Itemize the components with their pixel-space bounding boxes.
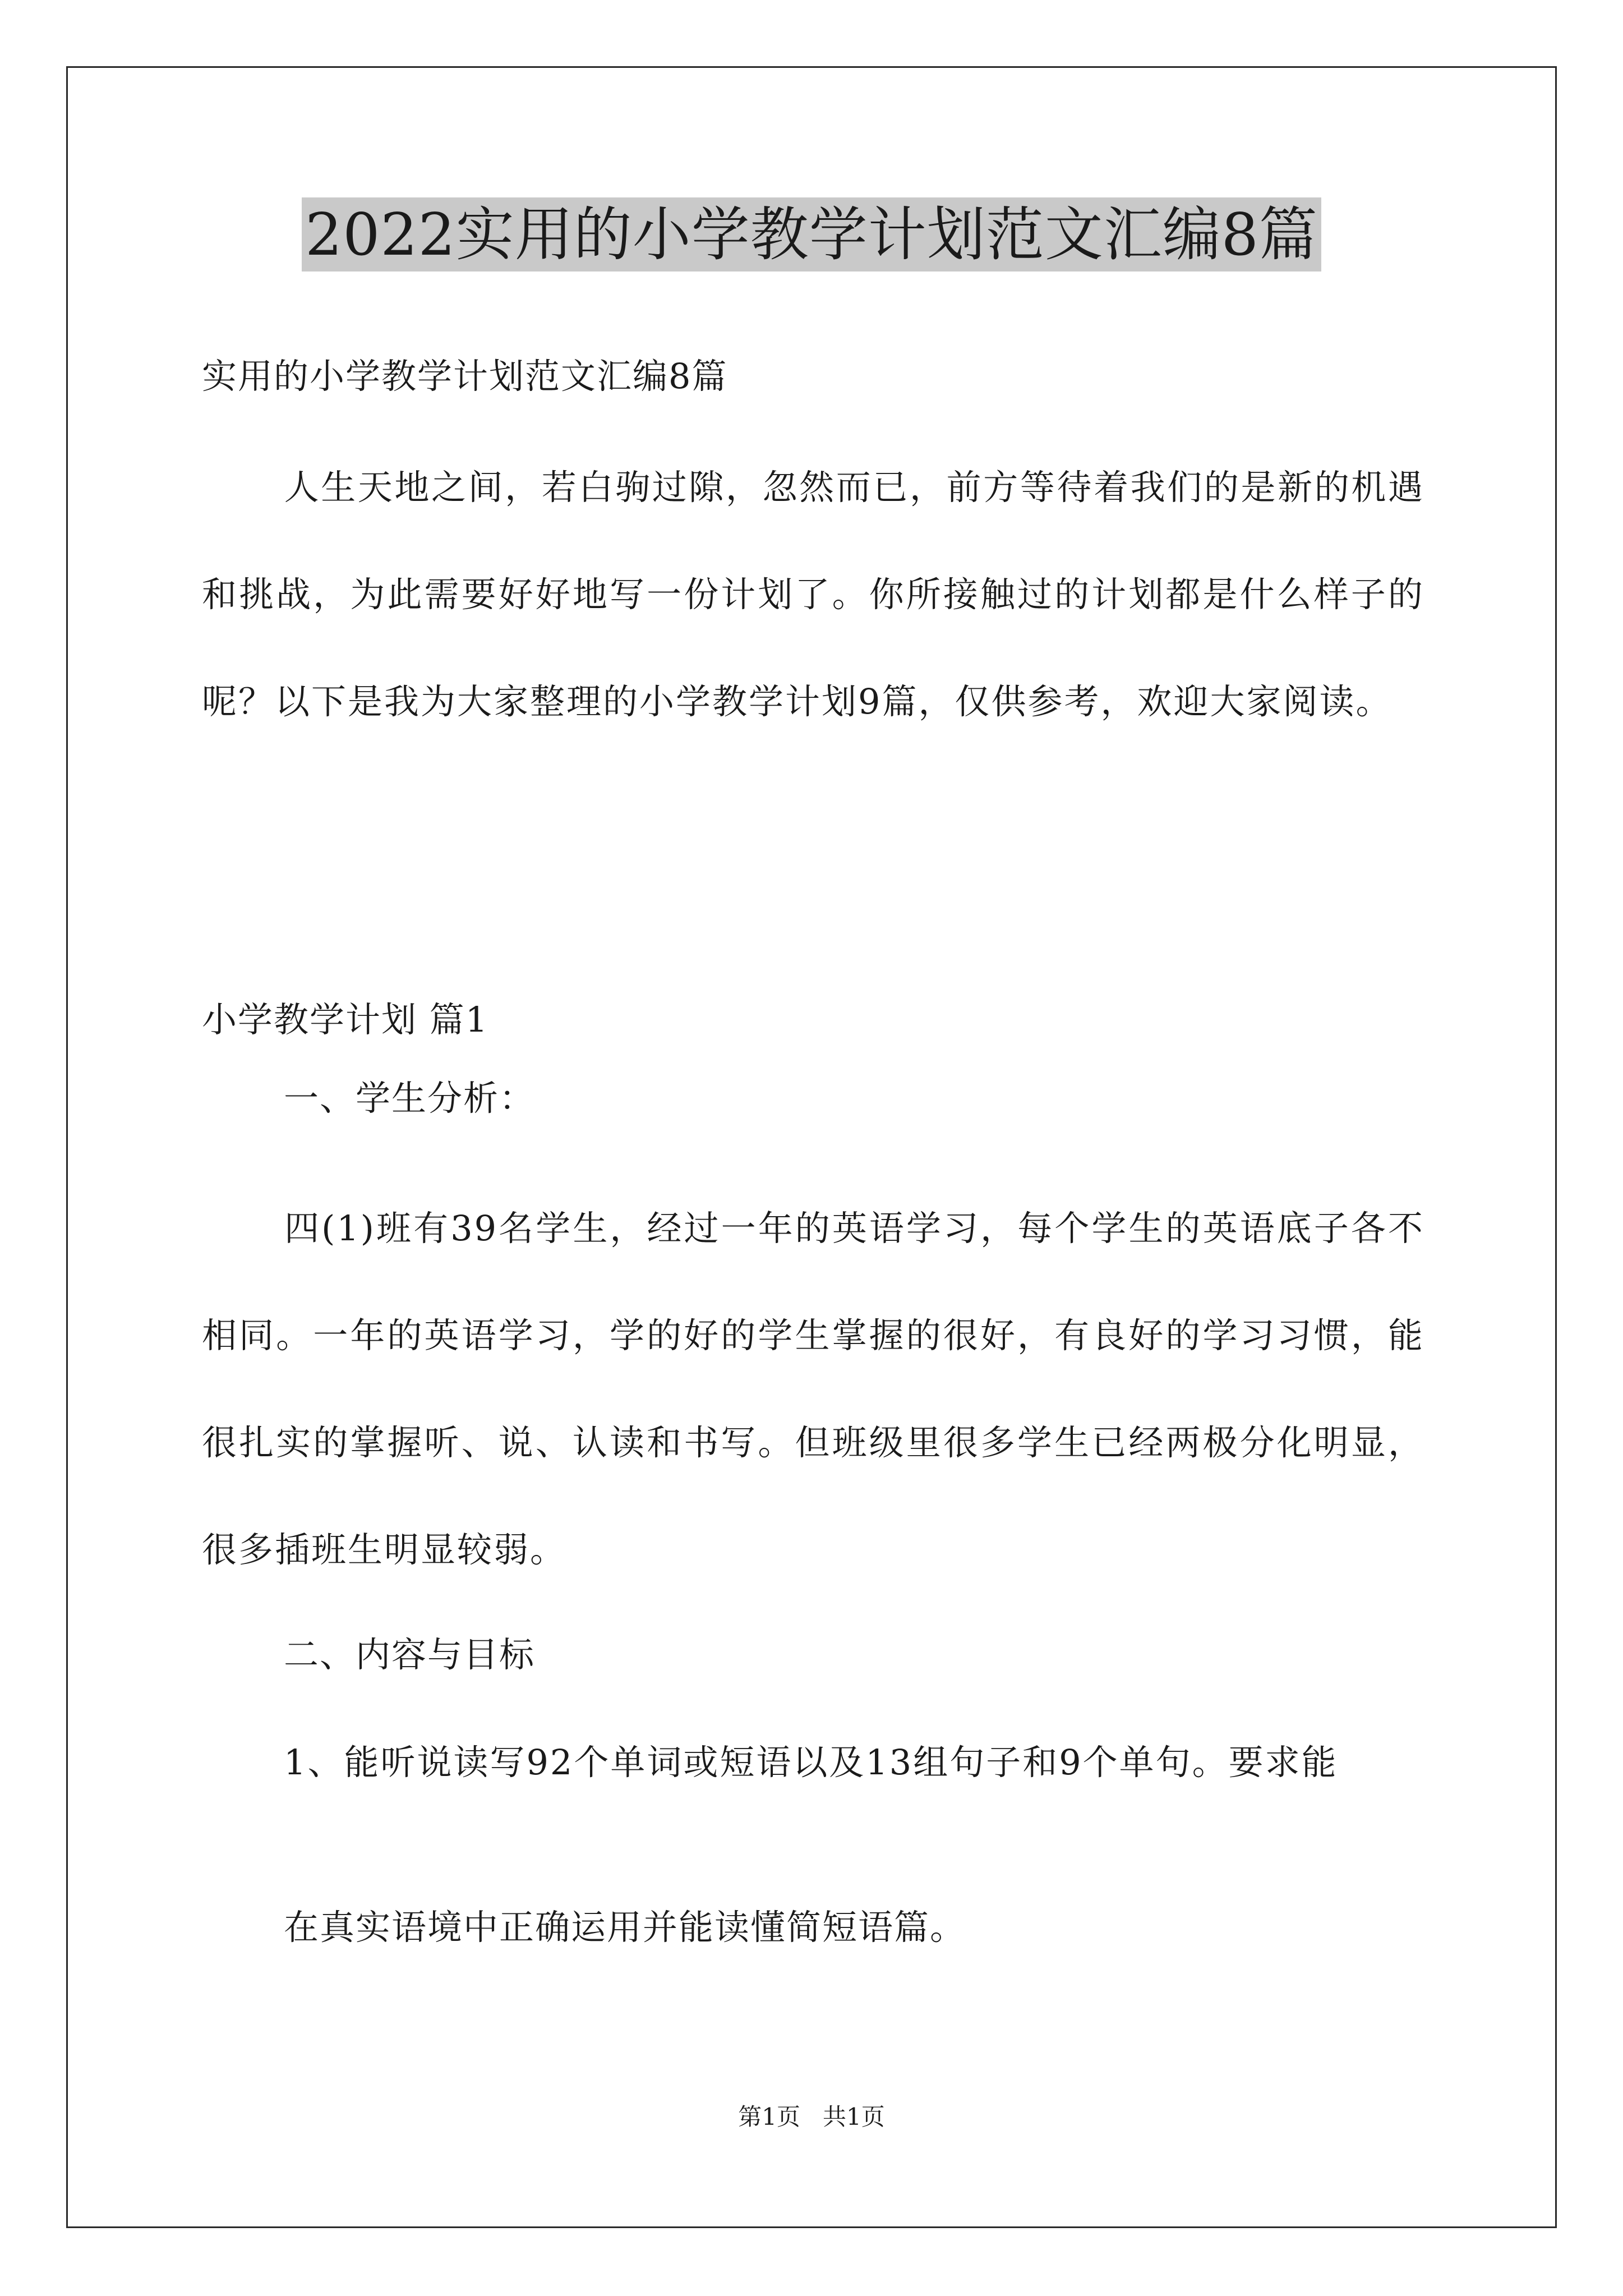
goal-text: 1、能听说读写92个单词或短语以及13组句子和9个单句。要求能 [284, 1742, 1338, 1783]
intro-text: 人生天地之间，若白驹过隙，忽然而已，前方等待着我们的是新的机遇和挑战，为此需要好好地写一份计划了。你所接触过的计划都是什么样子的呢？以下是我为大家整理的小学教学计划9篇，仅供参考，欢迎大家阅读。 [202, 467, 1424, 722]
page-number: 第1页 [738, 2103, 800, 2131]
intro-paragraph [202, 434, 1424, 755]
analysis-text: 四(1)班有39名学生，经过一年的英语学习，每个学生的英语底子各不相同。一年的英语学习，学的好的学生掌握的很好，有良好的学习习惯，能很扎实的掌握听、说、认读和书写。但班级里很多学生已经两极分化明显，很多插班生明显较弱。 [202, 1208, 1424, 1570]
title-container [0, 197, 1623, 272]
analysis-paragraph [202, 1175, 1424, 1603]
document-title: 2022实用的小学教学计划范文汇编8篇 [302, 197, 1321, 272]
heading-content-goals: 二、内容与目标 [284, 1634, 536, 1675]
goal-continuation: 在真实语境中正确运用并能读懂简短语篇。 [284, 1907, 966, 1948]
heading-student-analysis: 一、学生分析： [284, 1078, 536, 1119]
goal-paragraph [202, 1709, 1424, 1816]
page-footer [0, 2103, 1623, 2131]
document-subtitle: 实用的小学教学计划范文汇编8篇 [202, 356, 728, 397]
page-total: 共1页 [823, 2103, 885, 2131]
section-title: 小学教学计划 篇1 [202, 999, 489, 1040]
